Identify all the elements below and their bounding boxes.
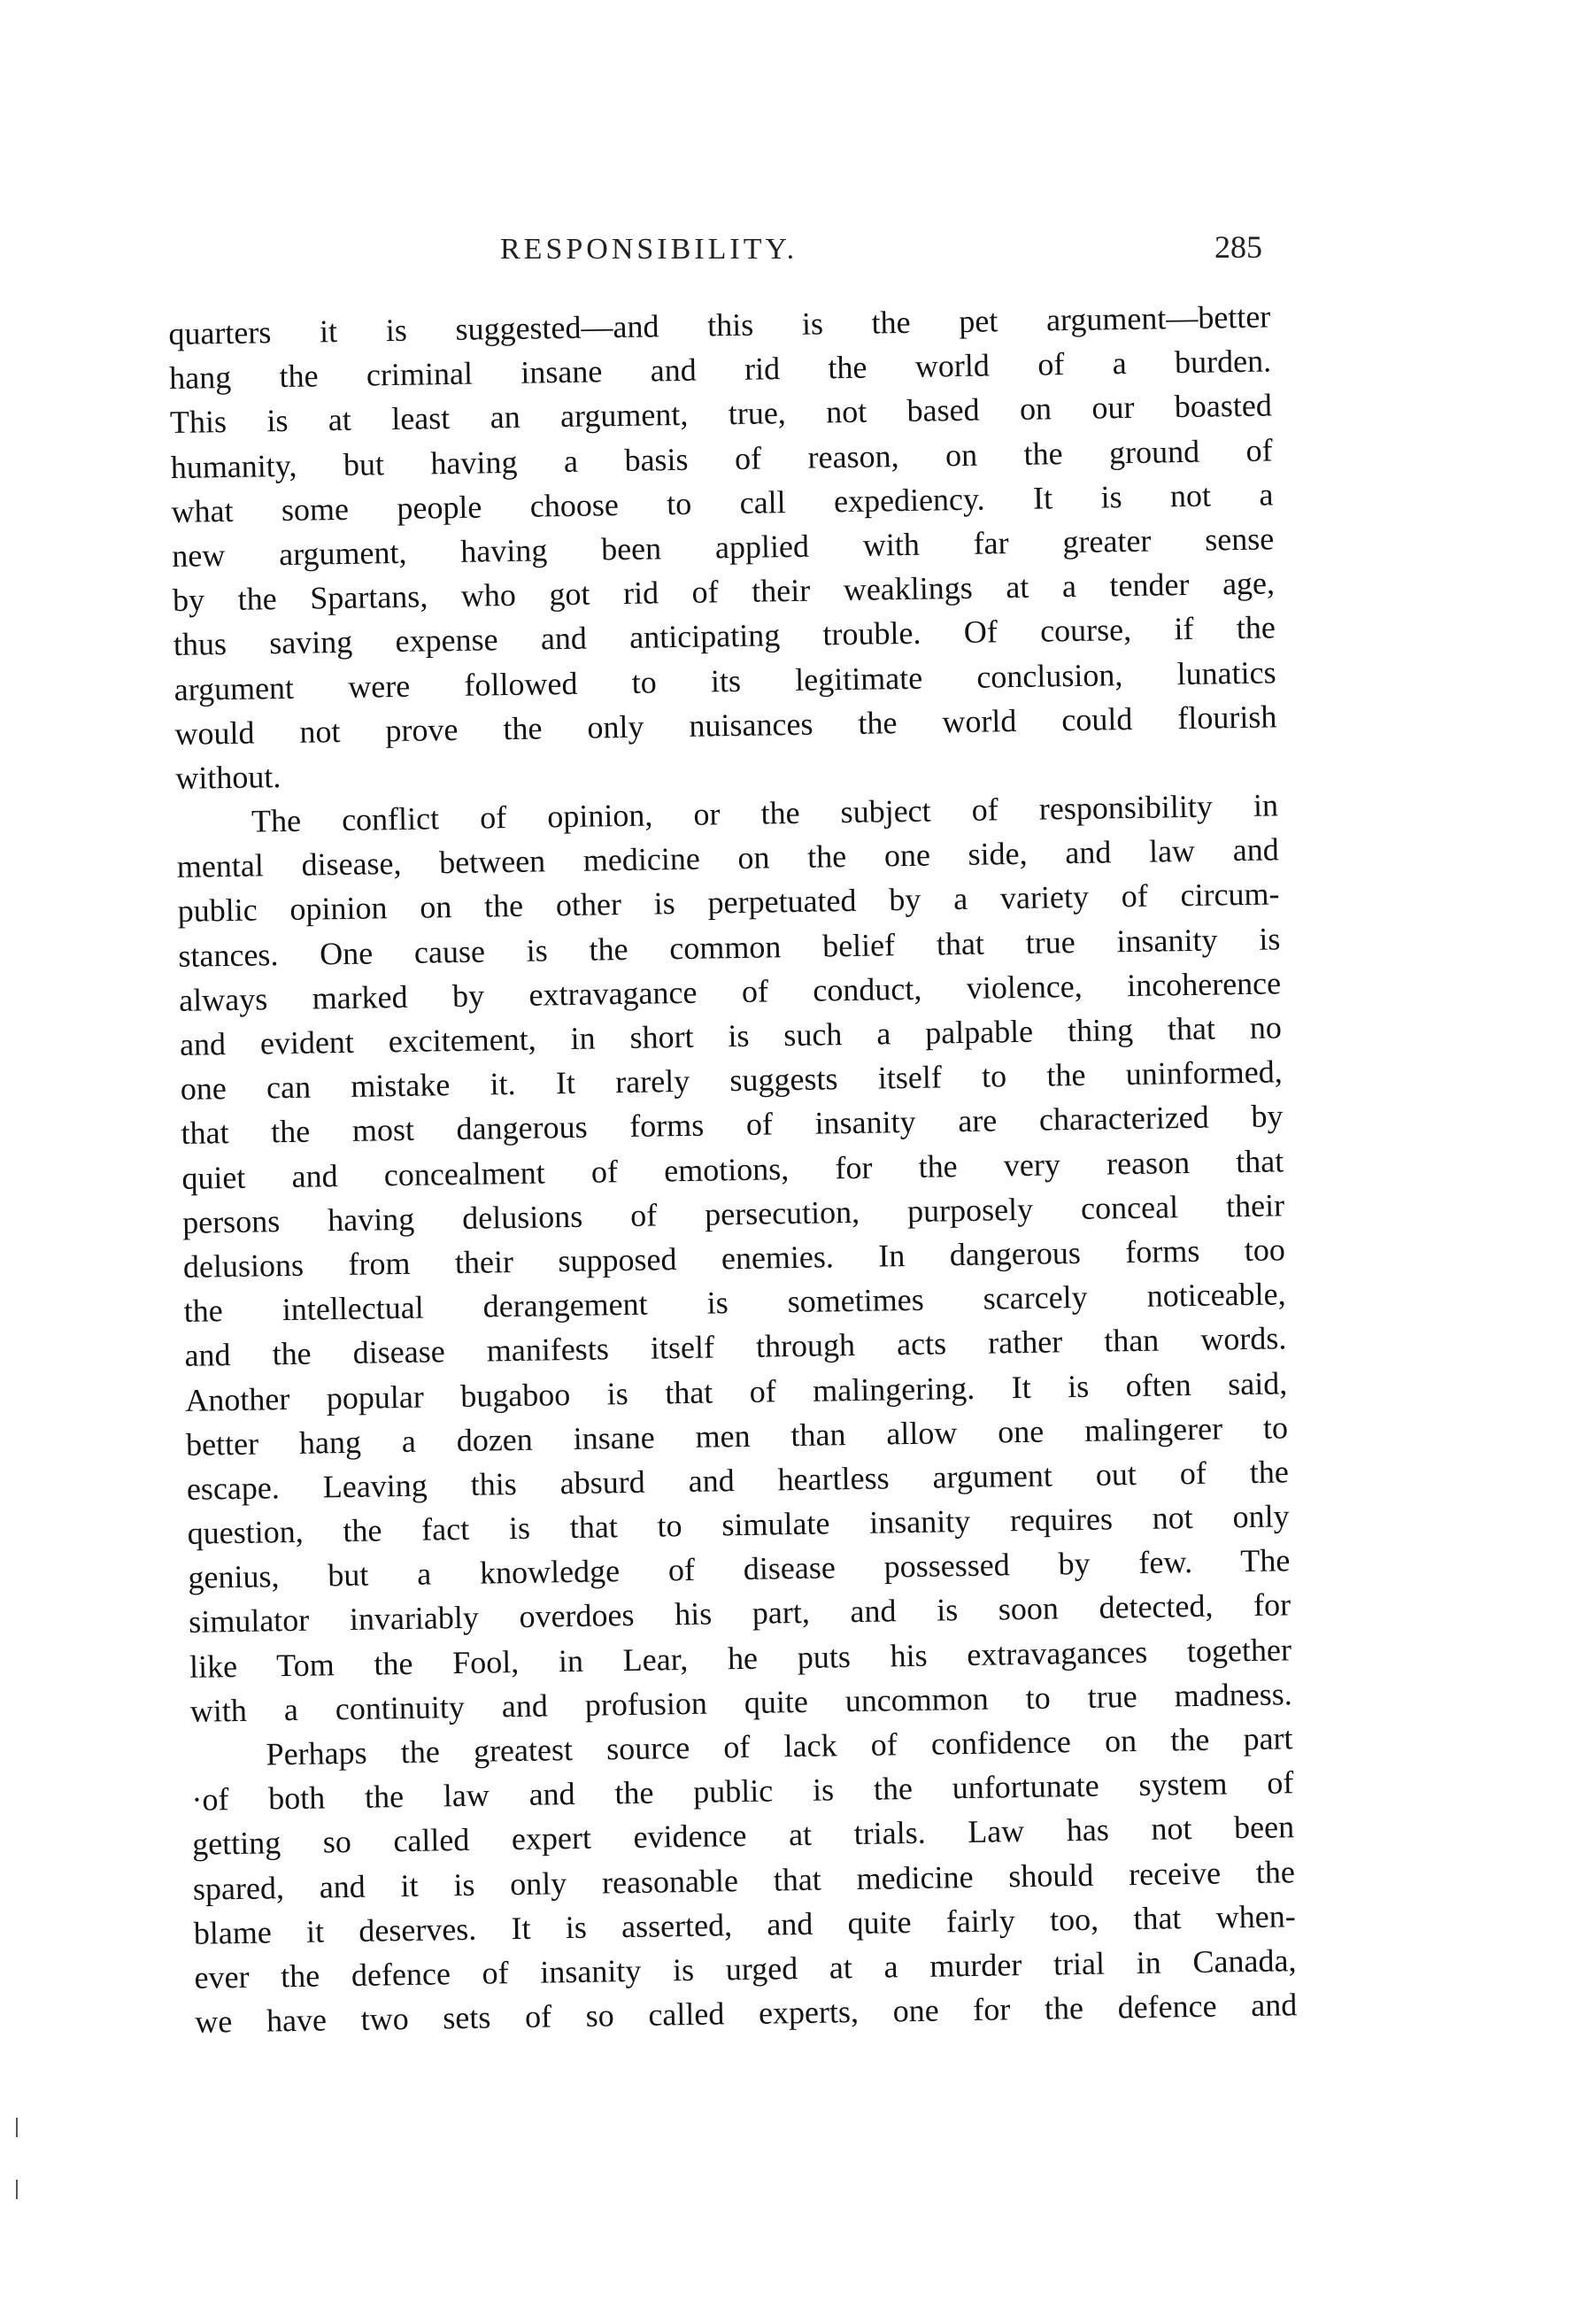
text-line: getting so called expert evidence at trials. Law has not been <box>191 1809 1295 1863</box>
text-line: This is at least an argument, true, not based on our boasted <box>169 387 1273 441</box>
text-line: question, the fact is that to simulate insanity requires not only <box>187 1498 1290 1551</box>
margin-mark <box>16 2118 18 2137</box>
text-line: Another popular bugaboo is that of malingering. It is often said, <box>184 1364 1288 1418</box>
text-line: stances. One cause is the common belief that true insanity is <box>178 920 1281 974</box>
text-line: better hang a dozen insane men than allow one malingerer to <box>185 1409 1289 1463</box>
text-line: we have two sets of so called experts, one for the defence and <box>195 1987 1298 2040</box>
text-line: one can mistake it. It rarely suggests itself to the uninformed, <box>180 1054 1283 1108</box>
text-line: simulator invariably overdoes his part, and is soon detected, for <box>188 1586 1291 1640</box>
text-line: delusions from their supposed enemies. In dangerous forms too <box>182 1231 1286 1285</box>
text-line: thus saving expense and anticipating trouble. Of course, if the <box>173 609 1276 663</box>
text-line: always marked by extravagance of conduct, violence, incoherence <box>178 965 1282 1018</box>
text-line: would not prove the only nuisances the world could flourish <box>174 699 1277 752</box>
text-line: by the Spartans, who got rid of their weaklings at a tender age, <box>172 565 1276 619</box>
margin-mark <box>16 2180 18 2199</box>
paragraph-end-line: without. <box>174 758 281 796</box>
text-line: that the most dangerous forms of insanity are characterized by <box>181 1098 1284 1152</box>
text-line: persons having delusions of persecution, purposely conceal their <box>181 1187 1285 1240</box>
text-line: escape. Leaving this absurd and heartless argument out of the <box>186 1454 1290 1507</box>
text-line: the intellectual derangement is sometimes scarcely noticeable, <box>183 1276 1286 1329</box>
text-line: blame it deserves. It is asserted, and quite fairly too, that when- <box>193 1897 1296 1951</box>
paragraph-start-line: The conflict of opinion, or the subject of responsibility in <box>251 787 1279 839</box>
text-line: spared, and it is only reasonable that medicine should receive the <box>192 1853 1296 1907</box>
text-line: and the disease manifests itself through acts rather than words. <box>184 1320 1287 1374</box>
text-line: mental disease, between medicine on the one side, and law and <box>176 831 1280 885</box>
paragraph-end-line: with a continuity and profusion quite uncommon to true madness. <box>189 1676 1292 1729</box>
text-line: ever the defence of insanity is urged at a murder trial in Canada, <box>194 1942 1297 1996</box>
text-line: and evident excitement, in short is such a palpable thing that no <box>179 1009 1283 1062</box>
body-text <box>168 294 1298 2044</box>
text-line: what some people choose to call expediency. It is not a <box>171 476 1274 529</box>
text-line: humanity, but having a basis of reason, on the ground of <box>170 431 1273 485</box>
running-head: RESPONSIBILITY. <box>500 233 798 266</box>
text-line: new argument, having been applied with far greater sense <box>172 521 1275 574</box>
text-line: like Tom the Fool, in Lear, he puts his extravagances together <box>189 1631 1292 1685</box>
paragraph-start-line: Perhaps the greatest source of lack of confidence on the part <box>266 1720 1293 1772</box>
text-line: quiet and concealment of emotions, for the very reason that <box>181 1142 1284 1196</box>
text-line: genius, but a knowledge of disease possessed by few. The <box>188 1542 1291 1596</box>
page-number: 285 <box>1214 229 1262 265</box>
text-line: quarters it is suggested—and this is the pet argument—better <box>168 298 1271 351</box>
text-line: argument were followed to its legitimate conclusion, lunatics <box>173 653 1276 707</box>
text-line: hang the criminal insane and rid the world of a burden. <box>168 343 1272 397</box>
text-line: ·of both the law and the public is the unfortunate system of <box>191 1764 1294 1818</box>
text-line: public opinion on the other is perpetuated by a variety of circum- <box>177 876 1280 930</box>
